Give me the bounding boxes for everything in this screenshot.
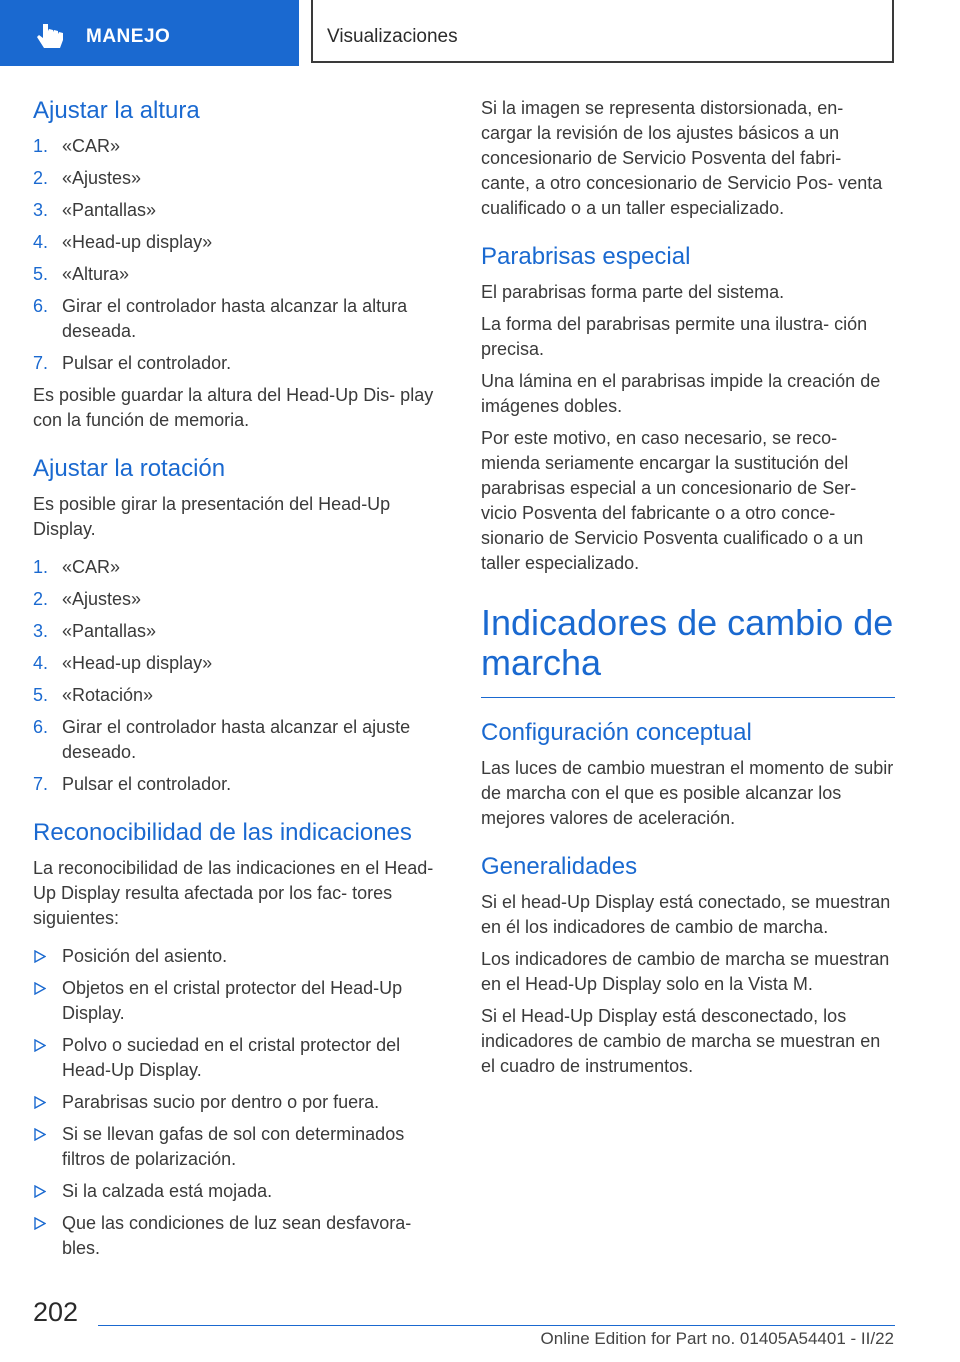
steps-rotacion — [33, 555, 447, 797]
paragraph-rotacion: Es posible girar la presentación del Head-Up Display. — [33, 494, 391, 539]
triangle-bullet-icon — [34, 1185, 46, 1198]
heading-divider — [481, 697, 895, 698]
footer-divider — [98, 1325, 895, 1326]
paragraph-generalidades-3: Si el Head-Up Display está desconectado, los indicadores de cambio de marcha se muestran en el cuadro de instrumentos. — [481, 1006, 881, 1076]
edition-note: Online Edition for Part no. 01405A54401 - II/22 — [540, 1329, 894, 1348]
paragraph-generalidades-1: Si el head-Up Display está conectado, se muestran en él los indicadores de cambio de marcha. — [481, 892, 891, 937]
heading-generalidades: Generalidades — [481, 853, 638, 880]
list-item: 6. Girar el controlador hasta alcanzar el ajuste deseado. — [33, 717, 411, 762]
list-item: Si la calzada está mojada. — [33, 1179, 447, 1204]
list-item: Si se llevan gafas de sol con determinados filtros de polarización. — [33, 1122, 447, 1172]
chapter-heading-indicadores: Indicadores de cambio de marcha — [481, 602, 894, 683]
heading-reconocibilidad: Reconocibilidad de las indicaciones — [33, 819, 412, 846]
list-item: 3. «Pantallas» — [33, 200, 157, 220]
list-item: 1. «CAR» — [33, 557, 121, 577]
list-item: 7. Pulsar el controlador. — [33, 353, 232, 373]
heading-ajustar-altura: Ajustar la altura — [33, 97, 200, 124]
list-item: 2. «Ajustes» — [33, 589, 142, 609]
section-tab — [0, 0, 299, 66]
paragraph-reconocibilidad: La reconocibilidad de las indicaciones en el Head-Up Display resulta afectada por los fac‐ tores siguientes: — [33, 858, 434, 928]
paragraph-parabrisas-3: Una lámina en el parabrisas impide la creación de imágenes dobles. — [481, 371, 881, 416]
triangle-bullet-icon — [34, 1096, 46, 1109]
chapter-title: Visualizaciones — [327, 26, 458, 47]
triangle-bullet-icon — [34, 1128, 46, 1141]
heading-configuracion: Configuración conceptual — [481, 719, 752, 746]
list-item: Objetos en el cristal protector del Head-Up Display. — [33, 976, 447, 1026]
triangle-bullet-icon — [34, 1039, 46, 1052]
steps-altura — [33, 134, 447, 376]
paragraph-memoria: Es posible guardar la altura del Head-Up Dis‐ play con la función de memoria. — [33, 385, 434, 430]
list-item: 5. «Altura» — [33, 264, 130, 284]
paragraph-parabrisas-4: Por este motivo, en caso necesario, se reco‐ mienda seriamente encargar la sustitución del parabrisas especial a un concesionario de Ser‐ vicio Posventa del fabricante o a otro conce‐ sionario de Servicio Posventa cualificado o a un taller especializado. — [481, 428, 864, 573]
triangle-bullet-icon — [34, 950, 46, 963]
right-column — [481, 96, 895, 1086]
list-item: 3. «Pantallas» — [33, 621, 157, 641]
list-item: 7. Pulsar el controlador. — [33, 774, 232, 794]
left-column — [33, 96, 447, 1268]
chapter-tab — [311, 0, 894, 63]
list-item: Posición del asiento. — [33, 944, 447, 969]
section-title: MANEJO — [86, 26, 171, 47]
list-item: 5. «Rotación» — [33, 685, 154, 705]
triangle-bullet-icon — [34, 982, 46, 995]
page-number: 202 — [33, 1297, 79, 1327]
hand-pointer-icon — [34, 22, 68, 50]
list-item: Parabrisas sucio por dentro o por fuera. — [33, 1090, 447, 1115]
list-item: 4. «Head-up display» — [33, 653, 213, 673]
paragraph-configuracion: Las luces de cambio muestran el momento de subir de marcha con el que es posible alcanzar los mejores valores de aceleración. — [481, 758, 894, 828]
list-item: 6. Girar el controlador hasta alcanzar la altura deseada. — [33, 296, 408, 341]
factors-list — [33, 944, 447, 1261]
list-item: Polvo o suciedad en el cristal protector del Head-Up Display. — [33, 1033, 447, 1083]
heading-parabrisas-especial: Parabrisas especial — [481, 243, 691, 270]
list-item: 4. «Head-up display» — [33, 232, 213, 252]
heading-ajustar-rotacion: Ajustar la rotación — [33, 455, 226, 482]
paragraph-distorsion: Si la imagen se representa distorsionada, en‐ cargar la revisión de los ajustes básicos a un concesionario de Servicio Posventa del fabri‐ cante, a otro concesionario de Servicio Pos‐ venta cualificado o a un taller especializado. — [481, 98, 883, 218]
paragraph-parabrisas-1: El parabrisas forma parte del sistema. — [481, 282, 785, 302]
paragraph-generalidades-2: Los indicadores de cambio de marcha se muestran en el Head-Up Display solo en la Vista M. — [481, 949, 890, 994]
list-item: 2. «Ajustes» — [33, 168, 142, 188]
page-header — [0, 0, 960, 66]
triangle-bullet-icon — [34, 1217, 46, 1230]
list-item: 1. «CAR» — [33, 136, 121, 156]
paragraph-parabrisas-2: La forma del parabrisas permite una ilustra‐ ción precisa. — [481, 314, 868, 359]
list-item: Que las condiciones de luz sean desfavora‐ bles. — [33, 1211, 447, 1261]
